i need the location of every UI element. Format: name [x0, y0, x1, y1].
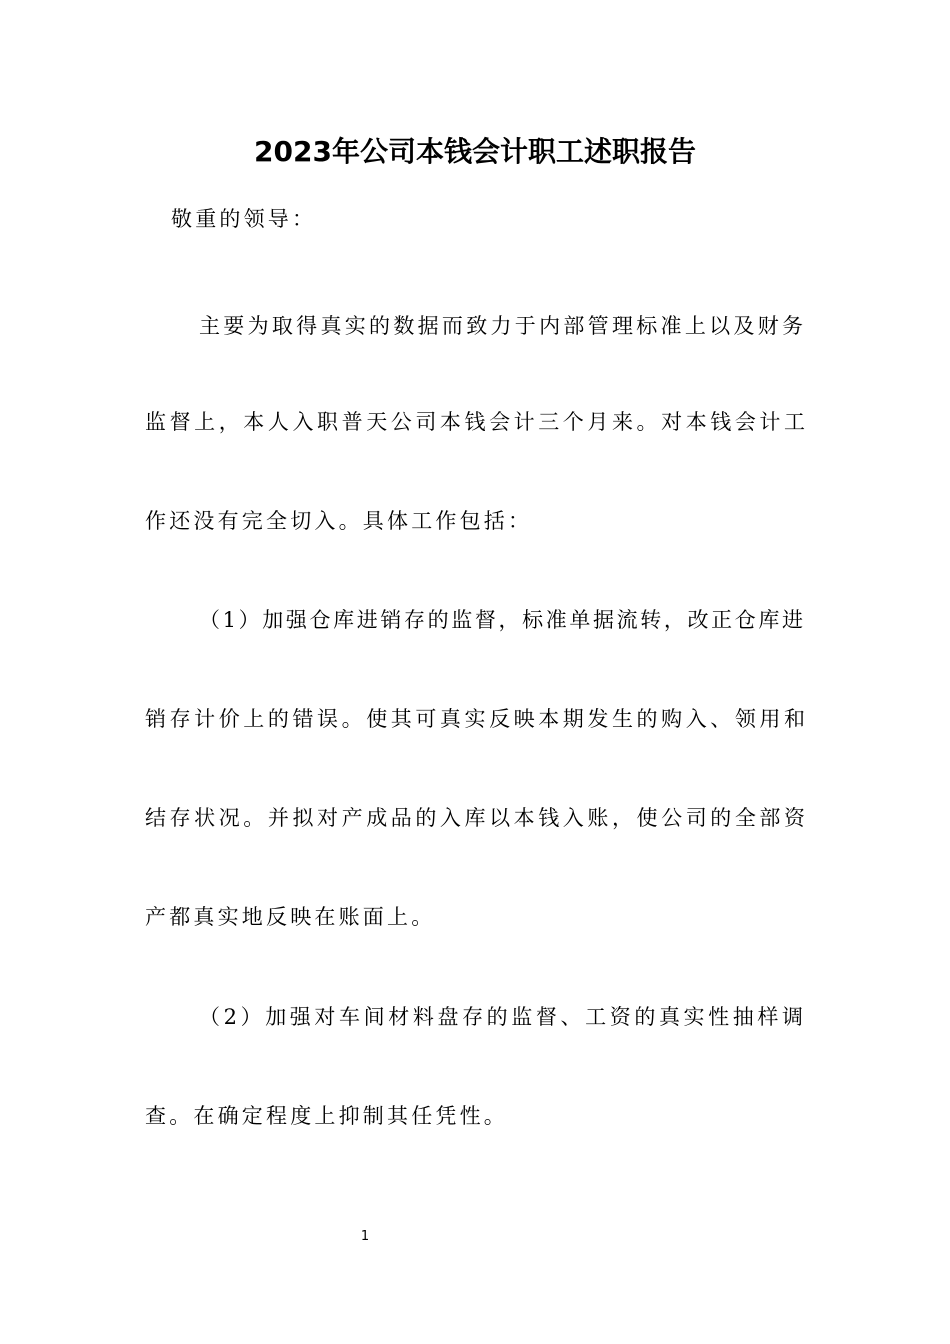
salutation: 敬重的领导： — [171, 207, 317, 231]
page-number: 1 — [360, 1229, 370, 1244]
paragraph-line: 产都真实地反映在账面上。 — [145, 905, 436, 929]
paragraph-line: 销存计价上的错误。使其可真实反映本期发生的购入、领用和 — [145, 707, 805, 731]
paragraph-line: （1）加强仓库进销存的监督，标准单据流转，改正仓库进 — [199, 608, 803, 632]
paragraph-line: 查。在确定程度上抑制其任凭性。 — [145, 1104, 508, 1128]
paragraph-line: （2）加强对车间材料盘存的监督、工资的真实性抽样调 — [199, 1005, 803, 1029]
paragraph-line: 作还没有完全切入。具体工作包括： — [145, 509, 533, 533]
paragraph-line: 结存状况。并拟对产成品的入库以本钱入账，使公司的全部资 — [145, 806, 805, 830]
paragraph-line: 主要为取得真实的数据而致力于内部管理标准上以及财务 — [199, 314, 803, 338]
paragraph-line: 监督上，本人入职普天公司本钱会计三个月来。对本钱会计工 — [145, 410, 805, 434]
document-title: 2023年公司本钱会计职工述职报告 — [254, 135, 696, 168]
